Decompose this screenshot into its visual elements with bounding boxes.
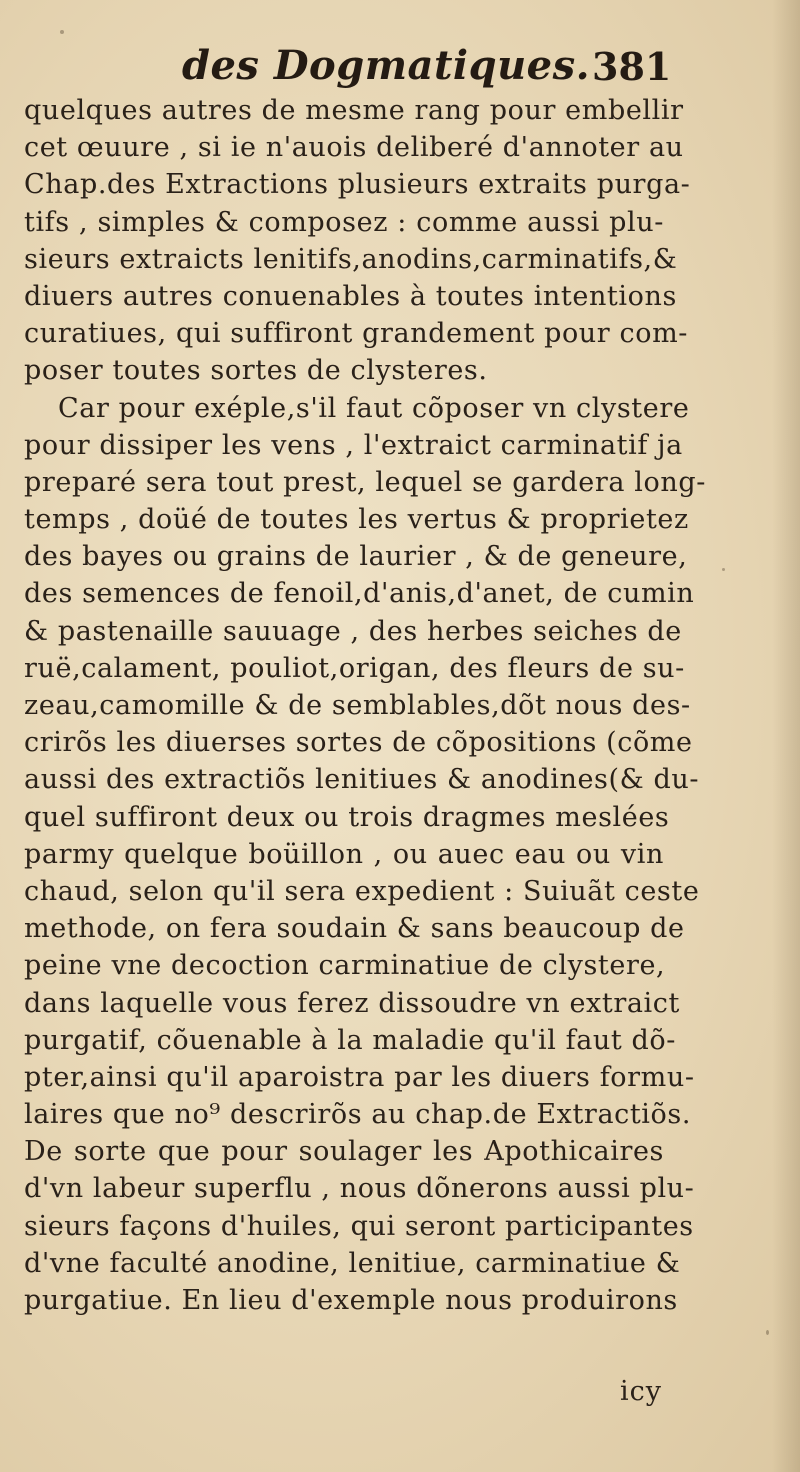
running-head: des Dogmatiques.	[182, 42, 591, 89]
text-line: & pastenaille sauuage , des herbes seiches de	[24, 615, 682, 647]
text-line: temps , doüé de toutes les vertus & proprietez	[24, 504, 689, 536]
text-line: purgatif, cõuenable à la maladie qu'il faut dõ-	[24, 1024, 676, 1056]
paper-speck	[766, 1330, 769, 1335]
text-line: quel suffiront deux ou trois dragmes meslées	[24, 801, 670, 833]
text-line: d'vne faculté anodine, lenitiue, carminatiue &	[24, 1247, 681, 1279]
text-line: Car pour exéple,s'il faut cõposer vn clystere	[58, 392, 690, 424]
text-line: d'vn labeur superflu , nous dõnerons aussi plu-	[24, 1173, 695, 1205]
text-line: pour dissiper les vens , l'extraict carminatif ja	[24, 429, 683, 461]
page-number: 381	[592, 44, 672, 89]
text-line: dans laquelle vous ferez dissoudre vn extraict	[24, 987, 680, 1019]
text-line: des semences de fenoil,d'anis,d'anet, de cumin	[24, 578, 695, 610]
text-line: peine vne decoction carminatiue de clystere,	[24, 950, 666, 982]
paper-speck	[722, 568, 725, 571]
text-line: cet œuure , si ie n'auois deliberé d'annoter au	[24, 132, 684, 164]
text-line: methode, on fera soudain & sans beaucoup de	[24, 913, 685, 945]
text-line: purgatiue. En lieu d'exemple nous produirons	[24, 1285, 678, 1316]
text-line: Chap.des Extractions plusieurs extraits purga-	[24, 169, 691, 201]
text-line: pter,ainsi qu'il aparoistra par les diuers formu-	[24, 1061, 695, 1093]
text-line: parmy quelque boüillon , ou auec eau ou vin	[24, 838, 664, 870]
text-line: laires que no⁹ descrirõs au chap.de Extractiõs.	[24, 1099, 692, 1131]
text-line: ruë,calament, pouliot,origan, des fleurs de su-	[24, 652, 685, 684]
text-line: crirõs les diuerses sortes de cõpositions (cõme	[24, 727, 693, 759]
text-line: curatiues, qui suffiront grandement pour com-	[24, 318, 688, 350]
page-header	[0, 36, 800, 96]
text-line: des bayes ou grains de laurier , & de geneure,	[24, 541, 688, 573]
text-line: De sorte que pour soulager les Apothicaires	[24, 1136, 664, 1168]
text-line: chaud, selon qu'il sera expedient : Suiuãt ceste	[24, 875, 700, 907]
text-line: poser toutes sortes de clysteres.	[24, 355, 488, 387]
text-line: zeau,camomille & de semblables,dõt nous des-	[24, 690, 691, 721]
text-line: quelques autres de mesme rang pour embellir	[24, 95, 684, 126]
text-line: sieurs façons d'huiles, qui seront participantes	[24, 1210, 694, 1242]
text-line: preparé sera tout prest, lequel se gardera long-	[24, 466, 706, 498]
text-line: diuers autres conuenables à toutes intentions	[24, 280, 677, 312]
text-line: sieurs extraicts lenitifs,anodins,carminatifs,&	[24, 243, 678, 275]
catchword: icy	[620, 1376, 663, 1407]
body-text	[24, 92, 706, 1319]
page-edge-shadow	[772, 0, 800, 1472]
text-line: tifs , simples & composez : comme aussi plu-	[24, 206, 664, 238]
paper-speck	[60, 30, 64, 34]
text-line: aussi des extractiõs lenitiues & anodines(& du-	[24, 764, 700, 796]
